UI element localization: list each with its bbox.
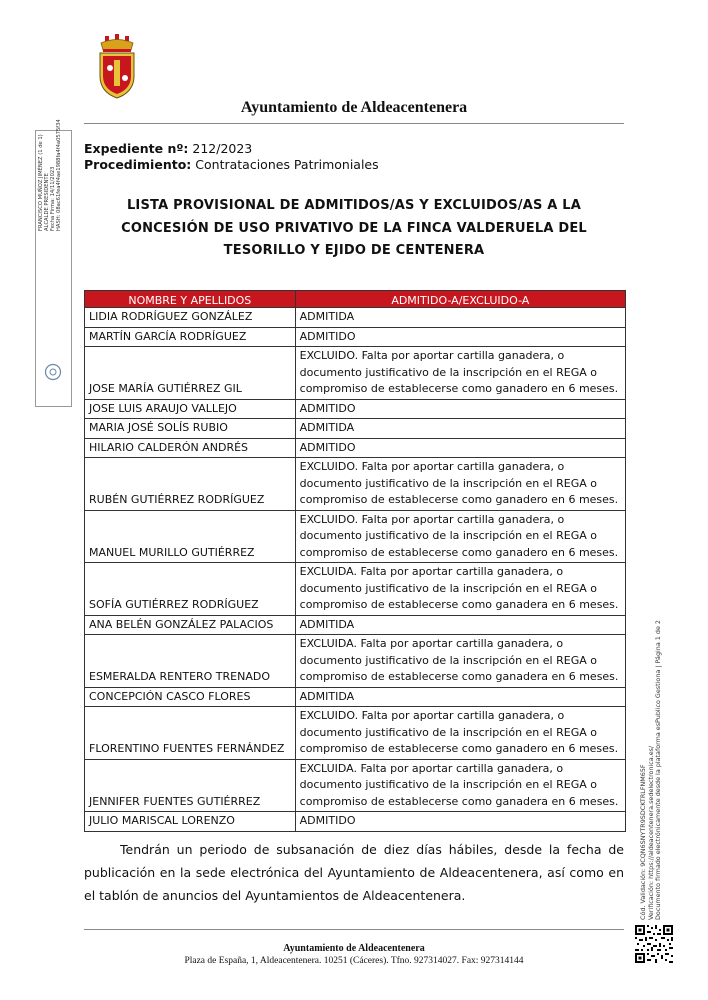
table-row bbox=[85, 563, 626, 616]
applicant-name: ANA BELÉN GONZÁLEZ PALACIOS bbox=[85, 615, 296, 635]
expediente-value: 212/2023 bbox=[192, 141, 253, 156]
table-row bbox=[85, 438, 626, 458]
applicant-status: ADMITIDA bbox=[295, 615, 625, 635]
qr-code-icon bbox=[635, 925, 673, 963]
file-meta bbox=[84, 141, 379, 173]
signature-role: ALCALDE PRESIDENTE bbox=[44, 173, 50, 231]
applicant-name: LIDIA RODRÍGUEZ GONZÁLEZ bbox=[85, 308, 296, 328]
applicant-status: EXCLUIDA. Falta por aportar cartilla ganadera, o documento justificativo de la inscripción en el REGA o compromiso de establecerse como ganadera en 6 meses. bbox=[295, 563, 625, 616]
organization-title: Ayuntamiento de Aldeacentenera bbox=[240, 99, 468, 116]
table-row bbox=[85, 635, 626, 688]
applicant-name: ESMERALDA RENTERO TRENADO bbox=[85, 635, 296, 688]
applicant-status: ADMITIDO bbox=[295, 812, 625, 832]
applicant-name: MARTÍN GARCÍA RODRÍGUEZ bbox=[85, 327, 296, 347]
procedimiento-line: Procedimiento: Contrataciones Patrimoniales bbox=[84, 157, 379, 172]
applicant-name: SOFÍA GUTIÉRREZ RODRÍGUEZ bbox=[85, 563, 296, 616]
seal-icon bbox=[44, 363, 62, 381]
column-header-name: NOMBRE Y APELLIDOS bbox=[85, 291, 296, 308]
signature-hash: HASH: 08ac61fea4f4ae1988fa4f4a0575f34 bbox=[56, 119, 62, 231]
closing-paragraph: Tendrán un periodo de subsanación de diez días hábiles, desde la fecha de publicación en la sede electrónica del Ayuntamiento de Aldeacentenera, así como en el tablón de anuncios del Ayuntamientos de Aldeacentenera. bbox=[84, 842, 624, 903]
header-divider bbox=[84, 123, 624, 124]
applicant-name: JENNIFER FUENTES GUTIÉRREZ bbox=[85, 759, 296, 812]
table-row bbox=[85, 419, 626, 439]
table-row bbox=[85, 615, 626, 635]
applicant-status: ADMITIDA bbox=[295, 419, 625, 439]
applicant-name: MARIA JOSÉ SOLÍS RUBIO bbox=[85, 419, 296, 439]
document-title: LISTA PROVISIONAL DE ADMITIDOS/AS Y EXCLUIDOS/AS A LA CONCESIÓN DE USO PRIVATIVO DE LA FINCA VALDERUELA DEL TESORILLO Y EJIDO DE CENTENERA bbox=[121, 198, 587, 258]
validation-block bbox=[640, 620, 663, 920]
signature-stamp bbox=[35, 119, 72, 407]
footer-organization: Ayuntamiento de Aldeacentenera bbox=[283, 943, 425, 954]
signature-date: Fecha Firma: 14/11/2023 bbox=[50, 166, 56, 231]
table-row bbox=[85, 399, 626, 419]
coat-of-arms-logo bbox=[96, 34, 138, 100]
column-header-status: ADMITIDO-A/EXCLUIDO-A bbox=[295, 291, 625, 308]
table-row bbox=[85, 458, 626, 511]
applicant-status: EXCLUIDO. Falta por aportar cartilla ganadera, o documento justificativo de la inscripción en el REGA o compromiso de establecerse como ganadero en 6 meses. bbox=[295, 707, 625, 760]
footer-divider bbox=[84, 929, 624, 930]
table-row bbox=[85, 347, 626, 400]
footer-address: Plaza de España, 1, Aldeacentenera. 10251 (Cáceres). Tfno. 927314027. Fax: 927314144 bbox=[184, 956, 524, 966]
applicant-name: HILARIO CALDERÓN ANDRÉS bbox=[85, 438, 296, 458]
table-row bbox=[85, 812, 626, 832]
applicant-name: JULIO MARISCAL LORENZO bbox=[85, 812, 296, 832]
table-row bbox=[85, 510, 626, 563]
applicant-name: JOSE LUIS ARAUJO VALLEJO bbox=[85, 399, 296, 419]
table-row bbox=[85, 759, 626, 812]
applicant-status: EXCLUIDO. Falta por aportar cartilla ganadera, o documento justificativo de la inscripción en el REGA o compromiso de establecerse como ganadero en 6 meses. bbox=[295, 347, 625, 400]
applicant-name: JOSE MARÍA GUTIÉRREZ GIL bbox=[85, 347, 296, 400]
applicant-name: RUBÉN GUTIÉRREZ RODRÍGUEZ bbox=[85, 458, 296, 511]
validation-url: Verificación: https://aldeacentenera.sedelectronica.es/ bbox=[646, 745, 655, 920]
applicant-status: ADMITIDO bbox=[295, 399, 625, 419]
applicant-name: CONCEPCIÓN CASCO FLORES bbox=[85, 687, 296, 707]
table-header-row bbox=[85, 291, 626, 308]
applicant-status: ADMITIDA bbox=[295, 308, 625, 328]
applicant-status: EXCLUIDA. Falta por aportar cartilla ganadera, o documento justificativo de la inscripción en el REGA o compromiso de establecerse como ganadera en 6 meses. bbox=[295, 635, 625, 688]
table-row bbox=[85, 687, 626, 707]
applicant-status: EXCLUIDO. Falta por aportar cartilla ganadera, o documento justificativo de la inscripción en el REGA o compromiso de establecerse como ganadero en 6 meses. bbox=[295, 458, 625, 511]
table-row bbox=[85, 308, 626, 328]
applicant-status: EXCLUIDA. Falta por aportar cartilla ganadera, o documento justificativo de la inscripción en el REGA o compromiso de establecerse como ganadera en 6 meses. bbox=[295, 759, 625, 812]
table-row bbox=[85, 327, 626, 347]
applicant-status: EXCLUIDO. Falta por aportar cartilla ganadera, o documento justificativo de la inscripción en el REGA o compromiso de establecerse como ganadero en 6 meses. bbox=[295, 510, 625, 563]
validation-platform: Documento firmado electrónicamente desde la plataforma esPublico Gestiona | Página 1 de 2 bbox=[654, 620, 662, 920]
procedimiento-value: Contrataciones Patrimoniales bbox=[195, 157, 379, 172]
validation-code: Cód. Validación: 9CQN6SNYTR9SDCKTRLFNM65F bbox=[639, 764, 647, 920]
applicant-name: MANUEL MURILLO GUTIÉRREZ bbox=[85, 510, 296, 563]
admissions-table bbox=[84, 290, 626, 832]
applicant-name: FLORENTINO FUENTES FERNÁNDEZ bbox=[85, 707, 296, 760]
expediente-line: Expediente nº: 212/2023 bbox=[84, 141, 253, 156]
applicant-status: ADMITIDA bbox=[295, 687, 625, 707]
applicant-status: ADMITIDO bbox=[295, 438, 625, 458]
signature-name: FRANCISCO MUÑOZ JIMÉNEZ (1 de 1) bbox=[38, 134, 44, 231]
table-row bbox=[85, 707, 626, 760]
applicant-status: ADMITIDO bbox=[295, 327, 625, 347]
